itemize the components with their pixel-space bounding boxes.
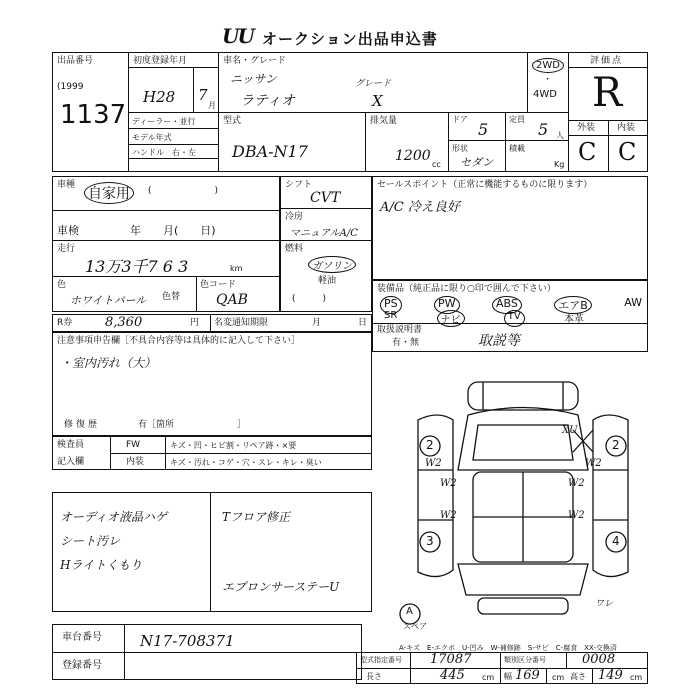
reg-label: 初度登録年月 bbox=[133, 56, 188, 66]
load-unit: Kg bbox=[554, 160, 565, 169]
displacement-unit: cc bbox=[432, 160, 441, 169]
damage-mark: W2 bbox=[425, 458, 442, 469]
wear-mark: ワレ bbox=[595, 599, 614, 609]
tire-fr: 2 bbox=[612, 438, 620, 452]
manual-options: 有・無 bbox=[392, 338, 420, 348]
spare-tire-label: スペア bbox=[403, 622, 427, 631]
manual-value: 取説等 bbox=[478, 333, 520, 349]
spec-value-4: 169 bbox=[515, 668, 540, 683]
drive-4wd: 4WD bbox=[533, 89, 557, 100]
damage-legend: A-キズ E-エクボ U-凹み W-補修跡 S-サビ C-腐食 XX-交換済 bbox=[399, 644, 617, 652]
reg-month: 7 bbox=[198, 86, 208, 104]
mileage-value: 13万3千7 6 3 bbox=[85, 257, 189, 276]
equip-airbag: エアB bbox=[554, 296, 592, 314]
spec-unit-4: cm bbox=[552, 673, 565, 682]
model-label: 車名・グレード bbox=[223, 56, 287, 66]
shape-value: セダン bbox=[460, 156, 494, 169]
damage-mark: W2 bbox=[585, 458, 602, 469]
car-damage-diagram bbox=[398, 360, 648, 630]
shift-label: シフト bbox=[285, 180, 313, 190]
recycle-box bbox=[52, 314, 372, 332]
int-label: 内装 bbox=[617, 123, 636, 133]
equip-navi: ナビ bbox=[437, 310, 465, 327]
notice-label: 名変通知期限 bbox=[214, 318, 269, 328]
damage-mark: W2 bbox=[440, 478, 457, 489]
remark-right-1: Tフロア修正 bbox=[222, 510, 291, 524]
mileage-unit: km bbox=[230, 264, 243, 273]
sales-box bbox=[372, 176, 648, 280]
spec-value-1: 17087 bbox=[430, 652, 472, 667]
spec-label-4: 幅 bbox=[504, 672, 512, 681]
fuel-paren: ( ) bbox=[292, 294, 327, 304]
tire-fl: 2 bbox=[426, 438, 434, 452]
recycle-yen: 円 bbox=[190, 318, 200, 328]
color-change-label: 色替 bbox=[162, 292, 181, 302]
int-value: C bbox=[618, 138, 637, 166]
notice-day: 日 bbox=[358, 318, 368, 328]
ext-label: 外装 bbox=[577, 123, 596, 133]
inspection-label: 車検 bbox=[57, 224, 79, 237]
grade-label: グレード bbox=[355, 79, 392, 89]
seats-unit: 人 bbox=[556, 131, 564, 140]
repair-value: 有［箇所 ］ bbox=[138, 420, 247, 430]
ac-value: マニュアルA/C bbox=[290, 228, 358, 239]
load-label: 積載 bbox=[509, 144, 525, 153]
sales-label: セールスポイント（正常に機能するものに限ります） bbox=[377, 180, 593, 190]
equip-aw: AW bbox=[624, 296, 642, 309]
equip-tv: TV bbox=[504, 310, 525, 327]
damage-mark: W2 bbox=[568, 510, 585, 521]
auction-logo: UU bbox=[222, 24, 253, 48]
drive-sep: ・ bbox=[543, 75, 553, 85]
remark-right-2: エプロンサーステーU bbox=[222, 580, 340, 594]
reg-month-unit: 月 bbox=[208, 101, 216, 110]
door-value: 5 bbox=[478, 120, 489, 139]
color-label: 色 bbox=[57, 280, 67, 290]
usage-label: 車種 bbox=[57, 180, 76, 190]
score-label: 評価点 bbox=[590, 56, 624, 66]
recycle-label: R券 bbox=[57, 318, 73, 328]
score-value: R bbox=[592, 70, 623, 116]
damage-mark: W2 bbox=[568, 478, 585, 489]
lot-number: 1137 bbox=[60, 100, 127, 130]
notice-month: 月 bbox=[312, 318, 322, 328]
spare-tire-mark: A bbox=[406, 606, 413, 617]
fw-label: FW bbox=[126, 440, 141, 450]
spec-value-5: 149 bbox=[598, 668, 623, 683]
fuel-label: 燃料 bbox=[285, 244, 304, 254]
equip-ps: PS bbox=[380, 296, 402, 314]
remark-left-1: オーディオ液晶ハゲ bbox=[60, 510, 168, 524]
remark-left-3: Hライトくもり bbox=[60, 558, 143, 572]
tire-rr: 4 bbox=[612, 534, 620, 548]
model-name: ラティオ bbox=[240, 93, 295, 109]
fw-items: キズ・凹・ヒビ割・リペア跡・×要 bbox=[170, 441, 297, 450]
reg-era: H28 bbox=[143, 88, 176, 106]
interior-label: 内装 bbox=[126, 457, 145, 467]
form-title: オークション出品申込書 bbox=[262, 30, 438, 48]
spec-label-5: 高さ bbox=[570, 672, 586, 681]
sales-note: A/C 冷え良好 bbox=[380, 200, 460, 215]
spec-label-3: 長さ bbox=[366, 672, 382, 681]
seats-label: 定員 bbox=[509, 115, 525, 124]
spec-unit-3: cm bbox=[482, 673, 495, 682]
drive-2wd: 2WD bbox=[532, 58, 564, 73]
lot-label: 出品番号 bbox=[57, 56, 94, 66]
type-value: DBA-N17 bbox=[232, 142, 308, 161]
equip-sr: SR bbox=[384, 310, 398, 321]
manual-label: 取扱説明書 bbox=[377, 325, 423, 335]
inspection-value: 年 月( 日) bbox=[130, 224, 216, 237]
mileage-label: 走行 bbox=[57, 244, 76, 254]
seats-value: 5 bbox=[538, 120, 549, 139]
equipment-label: 装備品（純正品に限り○印で囲んで下さい） bbox=[377, 284, 556, 294]
ac-label: 冷房 bbox=[285, 212, 304, 222]
type-label: 型式 bbox=[223, 116, 242, 126]
interior-items: キズ・汚れ・コゲ・穴・スレ・キレ・臭い bbox=[170, 458, 322, 467]
displacement-label: 排気量 bbox=[370, 116, 398, 126]
spec-value-2: 0008 bbox=[582, 652, 616, 667]
recycle-value: 8,360 bbox=[105, 315, 143, 330]
color-code-label: 色コード bbox=[200, 280, 237, 290]
equip-abs: ABS bbox=[492, 296, 522, 314]
spec-value-3: 445 bbox=[440, 668, 465, 683]
notes-item: ・室内汚れ（大） bbox=[60, 356, 157, 370]
dealer-row: ディーラー・並行 bbox=[132, 117, 196, 126]
remark-left-2: シート汚レ bbox=[60, 534, 121, 548]
grade-value: X bbox=[372, 92, 383, 110]
fuel-diesel: 軽油 bbox=[318, 276, 337, 286]
repair-label: 修復歴 bbox=[64, 420, 101, 430]
displacement-value: 1200 bbox=[395, 148, 431, 164]
handle-row: ハンドル 右・左 bbox=[132, 148, 196, 157]
equip-leather: 本革 bbox=[564, 314, 584, 325]
checker-label: 検査員 bbox=[57, 440, 85, 450]
damage-mark: W2 bbox=[440, 510, 457, 521]
lot-year: (1999 bbox=[57, 82, 84, 92]
usage-paren: ( ) bbox=[148, 186, 219, 196]
shape-label: 形状 bbox=[452, 144, 468, 153]
color-code-value: QAB bbox=[216, 292, 248, 308]
spec-label-1: 型式指定番号 bbox=[360, 656, 402, 664]
ext-value: C bbox=[578, 138, 597, 166]
damage-mark: XU bbox=[562, 425, 578, 436]
notes-label: 注意事項申告欄［不具合内容等は具体的に記入して下さい］ bbox=[57, 336, 301, 346]
shift-value: CVT bbox=[310, 190, 341, 206]
usage-value: 自家用 bbox=[84, 182, 134, 204]
tire-rl: 3 bbox=[426, 534, 434, 548]
chassis-label: 車台番号 bbox=[62, 632, 102, 643]
spec-unit-5: cm bbox=[630, 673, 643, 682]
spec-label-2: 類別区分番号 bbox=[504, 656, 546, 664]
checker-label-2: 記入欄 bbox=[57, 457, 85, 467]
door-label: ドア bbox=[452, 115, 468, 124]
model-year-row: モデル年式 bbox=[132, 133, 172, 142]
equip-pw: PW bbox=[434, 296, 460, 314]
color-value: ホワイトパール bbox=[70, 294, 147, 307]
regnum-label: 登録番号 bbox=[62, 660, 102, 671]
model-maker: ニッサン bbox=[230, 72, 277, 86]
chassis-value: N17-708371 bbox=[140, 632, 235, 650]
fuel-gas: ガソリン bbox=[308, 256, 356, 273]
